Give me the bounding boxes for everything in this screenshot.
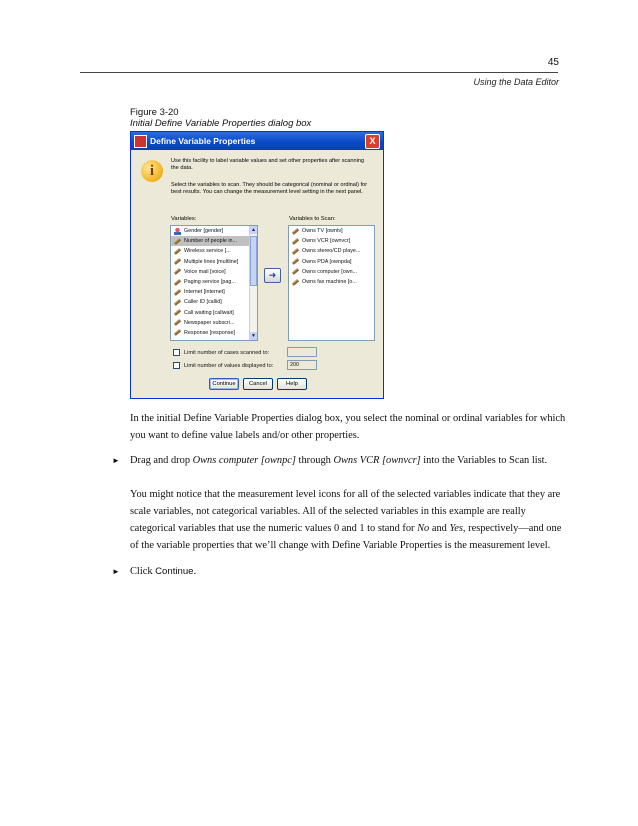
- list-item[interactable]: [171, 318, 257, 328]
- list-item[interactable]: [171, 267, 257, 277]
- list-item-label: Number of people in...: [184, 238, 238, 245]
- bullet-arrow-icon: ►: [112, 567, 120, 576]
- step-drag-drop-text: Drag and drop Owns computer [ownpc] through Owns VCR [ownvcr] into the Variables to Scan list.: [130, 455, 548, 466]
- info-icon: i: [141, 160, 163, 182]
- scroll-up-icon[interactable]: ▲: [251, 227, 256, 233]
- list-item-label: Owns VCR [ownvcr]: [302, 238, 351, 245]
- scale-ruler-icon: [174, 309, 181, 316]
- list-item[interactable]: [289, 257, 374, 267]
- list-item[interactable]: [171, 287, 257, 297]
- list-item-label: Caller ID [callid]: [184, 299, 222, 306]
- list-item-label: Gender [gender]: [184, 228, 224, 235]
- scale-ruler-icon: [174, 279, 181, 286]
- bullet-arrow-icon: ►: [112, 456, 120, 465]
- scan-list[interactable]: [288, 225, 375, 341]
- close-button[interactable]: X: [365, 134, 380, 149]
- list-item-label: Paging service [pag...: [184, 279, 236, 286]
- list-item[interactable]: [171, 257, 257, 267]
- variables-scrollbar[interactable]: [249, 226, 257, 340]
- list-item[interactable]: [171, 277, 257, 287]
- scroll-thumb[interactable]: [250, 236, 257, 286]
- scale-ruler-icon: [292, 228, 299, 235]
- instruction-text: Select the variables to scan. They should be categorical (nominal or ordinal) for best results. You can change the measurement level setting in the next panel.: [171, 182, 368, 196]
- list-item-label: Response [response]: [184, 329, 235, 336]
- list-item-label: Owns stereo/CD playe...: [302, 248, 361, 255]
- limit-cases-input[interactable]: [287, 347, 317, 357]
- scale-ruler-icon: [174, 238, 181, 245]
- list-item-label: Owns PDA [ownpda]: [302, 258, 352, 265]
- step-drag-drop: [112, 452, 570, 470]
- list-item[interactable]: [289, 226, 374, 236]
- header-rule: [80, 72, 558, 73]
- scroll-down-icon[interactable]: ▼: [251, 333, 256, 339]
- cancel-button[interactable]: Cancel: [243, 378, 273, 390]
- variables-list-items: [171, 226, 257, 338]
- page-number: 45: [547, 57, 559, 68]
- intro-text: Use this facility to label variable values and set other properties after scanning the data.: [171, 158, 365, 172]
- scale-ruler-icon: [292, 279, 299, 286]
- scale-ruler-icon: [292, 268, 299, 275]
- intro-paragraph: In the initial Define Variable Properties dialog box, you select the nominal or ordinal variables for which you want to define value labels and/or other properties.: [130, 413, 566, 441]
- scale-ruler-icon: [174, 248, 181, 255]
- app-icon: [134, 135, 147, 148]
- define-variable-properties-dialog: [130, 131, 384, 399]
- list-item-label: Multiple lines [multline]: [184, 258, 239, 265]
- list-item-label: Wireless service [...: [184, 248, 231, 255]
- continue-button[interactable]: Continue: [209, 378, 239, 390]
- dialog-titlebar: [131, 132, 383, 150]
- scale-ruler-icon: [174, 299, 181, 306]
- scale-ruler-icon: [174, 268, 181, 275]
- figure-caption: Initial Define Variable Properties dialog box: [130, 118, 312, 129]
- list-item-label: Call waiting [callwait]: [184, 309, 234, 316]
- nominal-person-icon: [174, 228, 181, 235]
- limit-values-row: [173, 362, 273, 369]
- scale-ruler-icon: [174, 319, 181, 326]
- limit-cases-checkbox[interactable]: [173, 349, 180, 356]
- list-item-label: Owns fax machine [o...: [302, 279, 357, 286]
- limit-cases-row: [173, 349, 269, 356]
- scale-ruler-icon: [174, 258, 181, 265]
- limit-values-input[interactable]: 200: [287, 360, 317, 370]
- list-item-label: Internet [internet]: [184, 289, 225, 296]
- scale-ruler-icon: [292, 248, 299, 255]
- step-click-continue-text: Click Continue.: [130, 566, 197, 577]
- scan-label: Variables to Scan:: [289, 216, 336, 222]
- list-item[interactable]: [289, 246, 374, 256]
- help-button[interactable]: Help: [277, 378, 307, 390]
- list-item[interactable]: [171, 297, 257, 307]
- limit-values-label: Limit number of values displayed to:: [184, 362, 274, 369]
- scale-ruler-icon: [174, 330, 181, 337]
- list-item-label: Voice mail [voice]: [184, 268, 226, 275]
- limit-cases-label: Limit number of cases scanned to:: [184, 349, 270, 356]
- list-item[interactable]: [171, 236, 257, 246]
- figure-label: Figure 3-20: [130, 107, 179, 118]
- list-item-label: Owns computer [own...: [302, 268, 358, 275]
- list-item[interactable]: [289, 267, 374, 277]
- scale-ruler-icon: [292, 258, 299, 265]
- list-item[interactable]: [171, 308, 257, 318]
- list-item[interactable]: [289, 277, 374, 287]
- running-head: Using the Data Editor: [473, 77, 559, 87]
- variables-label: Variables:: [171, 216, 197, 222]
- list-item-label: Owns TV [owntv]: [302, 228, 343, 235]
- list-item[interactable]: [289, 236, 374, 246]
- scale-ruler-icon: [174, 289, 181, 296]
- variables-list[interactable]: [170, 225, 258, 341]
- scan-list-items: [289, 226, 374, 287]
- explanation-paragraph: You might notice that the measurement level icons for all of the selected variables indicate that they are scale variables, not categorical variables. All of the selected variables in this example are really categorical variables that use the numeric values 0 and 1 to stand for No and Yes, respectively—and one of the variable properties that we’ll change with Define Variable Properties is the measurement level.: [130, 489, 562, 551]
- list-item[interactable]: [171, 226, 257, 236]
- step-click-continue: [112, 563, 570, 581]
- list-item-label: Newspaper subscri...: [184, 319, 235, 326]
- limit-values-checkbox[interactable]: [173, 362, 180, 369]
- scale-ruler-icon: [292, 238, 299, 245]
- move-right-button[interactable]: ➜: [264, 268, 281, 283]
- list-item[interactable]: [171, 328, 257, 338]
- dialog-title: Define Variable Properties: [150, 136, 256, 146]
- list-item[interactable]: [171, 246, 257, 256]
